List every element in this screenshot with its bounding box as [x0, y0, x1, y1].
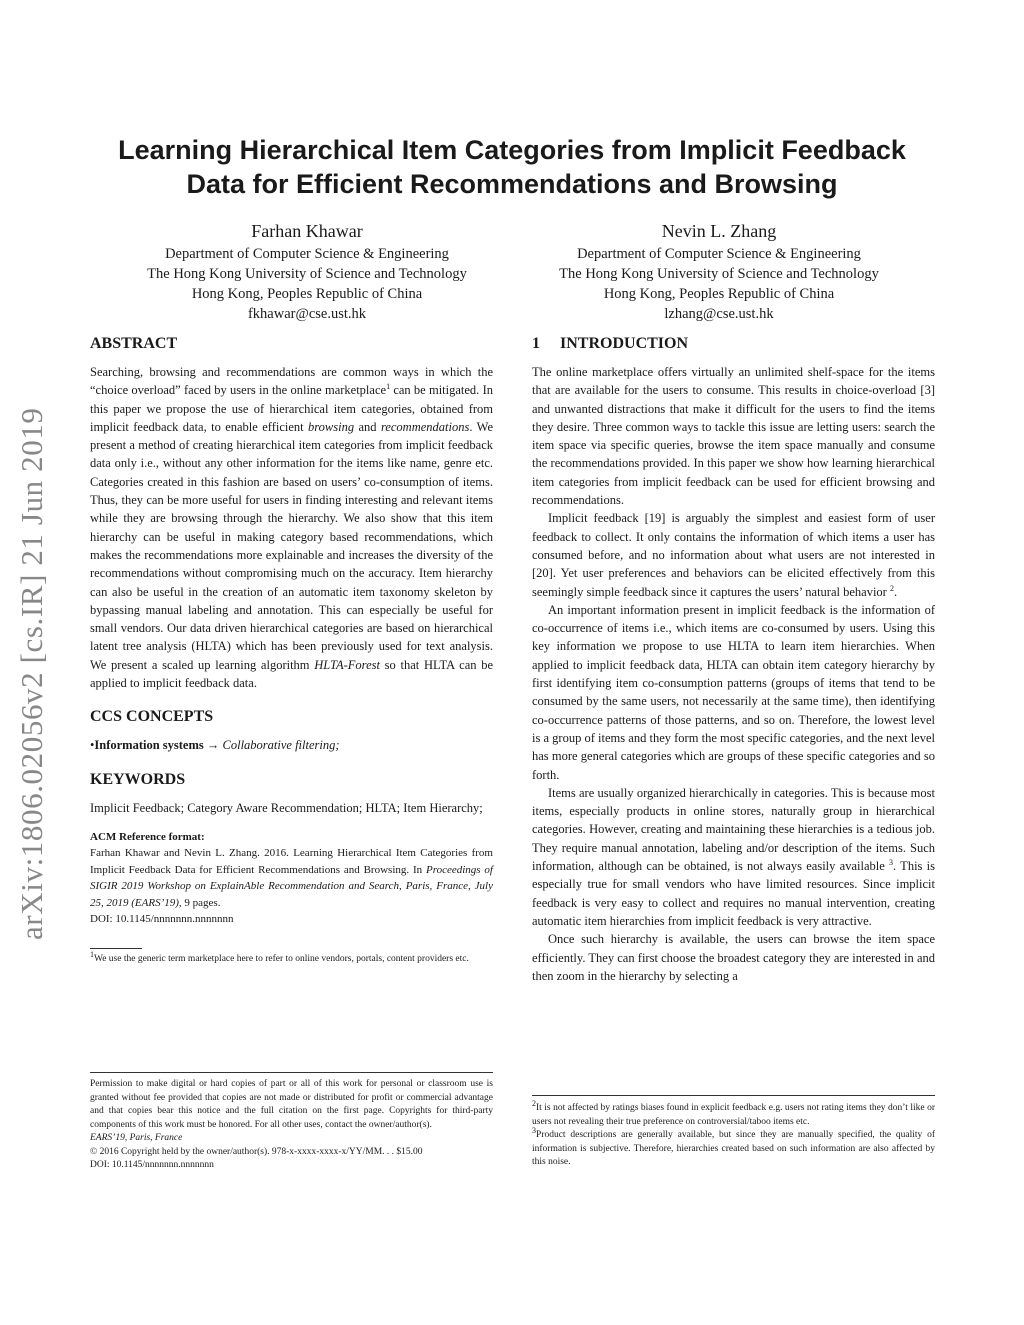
acm-reference-doi: DOI: 10.1145/nnnnnnn.nnnnnnn — [90, 913, 234, 926]
author-department: Department of Computer Science & Engineering — [577, 246, 861, 262]
ccs-heading: CCS CONCEPTS — [90, 708, 214, 726]
keywords-heading: KEYWORDS — [90, 770, 186, 788]
author-email: fkhawar@cse.ust.hk — [247, 306, 367, 322]
author-email: lzhang@cse.ust.hk — [664, 306, 774, 322]
paper-title — [60, 133, 964, 201]
author-name: Farhan Khawar — [251, 221, 363, 241]
footnote-divider — [90, 948, 142, 949]
permission-text: Permission to make digital or hard copies of part or all of this work for personal or classroom use is granted without fee provided that copies are not made or distributed for profit or commercial advantage and that copies bear this notice and the full citation on the first page. Copyrights for third-party components of this work must be honored. For all other uses, contact the owner/author(s). — [90, 1079, 493, 1130]
intro-paragraph-1: The online marketplace offers virtually an unlimited shelf-space for the items that are available for the users to consume. This results in choice-overload [3] and unwanted distractions that make it difficult for the users to find the items they desire. Three common ways to tackle this issue are letting users: search the item space via specific queries, browse the item space manually and consume the recommendations provided. In this paper we show how learning hierarchical item categories from implicit feedback can be used for efficient browsing and recommendations. — [532, 365, 935, 508]
arxiv-identifier: arXiv:1806.02056v2 [cs.IR] 21 Jun 2019 — [14, 407, 49, 940]
acm-reference-text: Farhan Khawar and Nevin L. Zhang. 2016. Learning Hierarchical Item Categories from Implicit Feedback Data for Efficient Recommendations and Browsing. In Proceedings of SIGIR 2019 Workshop on ExplainAble Recommendation and Search, Paris, France, July 25, 2019 (EARS’19), 9 pages. — [90, 847, 493, 909]
footnote-3: $^3$Product descriptions are generally available, but since they are manually specified, the quality of information is subjective. Therefore, hierarchies created based on such information are also affected by this noise. — [532, 1125, 935, 1167]
author-location: Hong Kong, Peoples Republic of China — [603, 286, 835, 302]
abstract-text: Searching, browsing and recommendations are common ways in which the “choice overload” faced by users in the online marketplace$^1$ can be mitigated. In this paper we propose the use of hierarchical item categories, obtained from implicit feedback data, to enable efficient browsing and recommendations. We present a method of creating hierarchical item categories from implicit feedback data only i.e., without any other information for the items like name, genre etc. Categories created in this fashion are based on users’ co-consumption of items. Thus, they can be more useful for users in finding interesting and relevant items while they are browsing through the hierarchy. We also show that this item hierarchy can be useful in making category based recommendations, which makes the recommendations more explainable and increases the diversity of the recommendations without compromising much on the accuracy. Item hierarchy can also be useful in the creation of an automatic item taxonomy skeleton by bypassing manual labeling and annotation. This can especially be useful for small vendors. Our data driven hierarchical categories are based on hierarchical latent tree analysis (HLTA) which has been previously used for text analysis. We present a scaled up learning algorithm HLTA-Forest so that HLTA can be applied to implicit feedback data. — [90, 365, 493, 691]
acm-reference-label: ACM Reference format: — [90, 830, 205, 843]
footnote-2: $^2$It is not affected by ratings biases found in explicit feedback e.g. users not rating items they don’t like or users not revealing their true preference on controversial/taboo items etc. — [532, 1098, 935, 1127]
permission-notice — [90, 1072, 493, 1173]
author-block-1 — [92, 219, 522, 324]
footnote-1: $^1$We use the generic term marketplace here to refer to online vendors, portals, content providers etc. — [90, 949, 469, 964]
ccs-concept-line: •Information systems → Collaborative filtering; — [90, 738, 340, 753]
keywords-section — [90, 769, 493, 817]
author-department: Department of Computer Science & Engineering — [165, 246, 449, 262]
permission-copyright: © 2016 Copyright held by the owner/author(s). 978-x-xxxx-xxxx-x/YY/MM. . . $15.00 — [90, 1146, 423, 1157]
intro-paragraph-4: Items are usually organized hierarchically in categories. This is because most items, especially products in online stores, naturally group in hierarchical categories. However, creating and maintaining these hierarchies is a tedious job. They require manual annotation, labeling and/or description of the items. Such information, although can be obtained, is not always easily available $^3$. This is especially true for small vendors who have limited resources. Since implicit feedback is very easy to collect and requires no manual intervention, creating automatic item hierarchies from implicit feedback is very attractive. — [532, 785, 935, 928]
author-name: Nevin L. Zhang — [661, 221, 777, 241]
keywords-text: Implicit Feedback; Category Aware Recommendation; HLTA; Item Hierarchy; — [90, 800, 483, 815]
footnote-ref-3: 3 — [889, 857, 894, 867]
author-location: Hong Kong, Peoples Republic of China — [191, 286, 423, 302]
permission-venue: EARS’19, Paris, France — [90, 1133, 183, 1143]
ccs-concepts-section — [90, 706, 493, 754]
right-column — [532, 333, 935, 985]
intro-paragraph-2: Implicit feedback [19] is arguably the simplest and easiest form of user feedback to collect. It only contains the information of which items a user has consumed before, and no information about what users are not interested in [20]. Yet user preferences and behaviors can be elicited effectively from this seemingly simple feedback since it captures the users’ natural behavior $^2$. — [532, 511, 935, 599]
right-footnotes — [532, 1095, 935, 1170]
intro-paragraph-3: An important information present in implicit feedback is the information of co-occurrence of items i.e., which items are co-consumed by users. Using this key information we propose to use HLTA to learn item hierarchies. When applied to implicit feedback data, HLTA can obtain item category hierarchy by first identifying item co-consumption patterns (groups of items that tend to be consumed by the same users, not necessarily at the same time), then identifying co-occurrence patterns of those patterns, and so on. Therefore, the lowest level is a group of items and they form the most specific categories, and the next level has more general categories which are groups of these specific categories and so forth. — [532, 602, 935, 782]
title-line-2: Data for Efficient Recommendations and Browsing — [186, 169, 838, 199]
author-block-2 — [504, 219, 934, 324]
acm-reference-format — [90, 829, 493, 928]
intro-paragraph-5: Once such hierarchy is available, the users can browse the item space efficiently. They can first choose the broadest category they are interested in and then zoom in the hierarchy by selecting a — [532, 932, 935, 983]
author-university: The Hong Kong University of Science and Technology — [147, 266, 467, 282]
title-line-1: Learning Hierarchical Item Categories from Implicit Feedback — [118, 135, 906, 165]
footnote-ref-1: 1 — [386, 382, 391, 392]
author-university: The Hong Kong University of Science and Technology — [559, 266, 879, 282]
abstract-heading: ABSTRACT — [90, 335, 178, 352]
permission-doi: DOI: 10.1145/nnnnnnn.nnnnnnn — [90, 1160, 214, 1170]
footnote-ref-2: 2 — [889, 583, 894, 593]
left-column — [90, 333, 493, 966]
introduction-heading: 1 INTRODUCTION — [532, 335, 689, 352]
